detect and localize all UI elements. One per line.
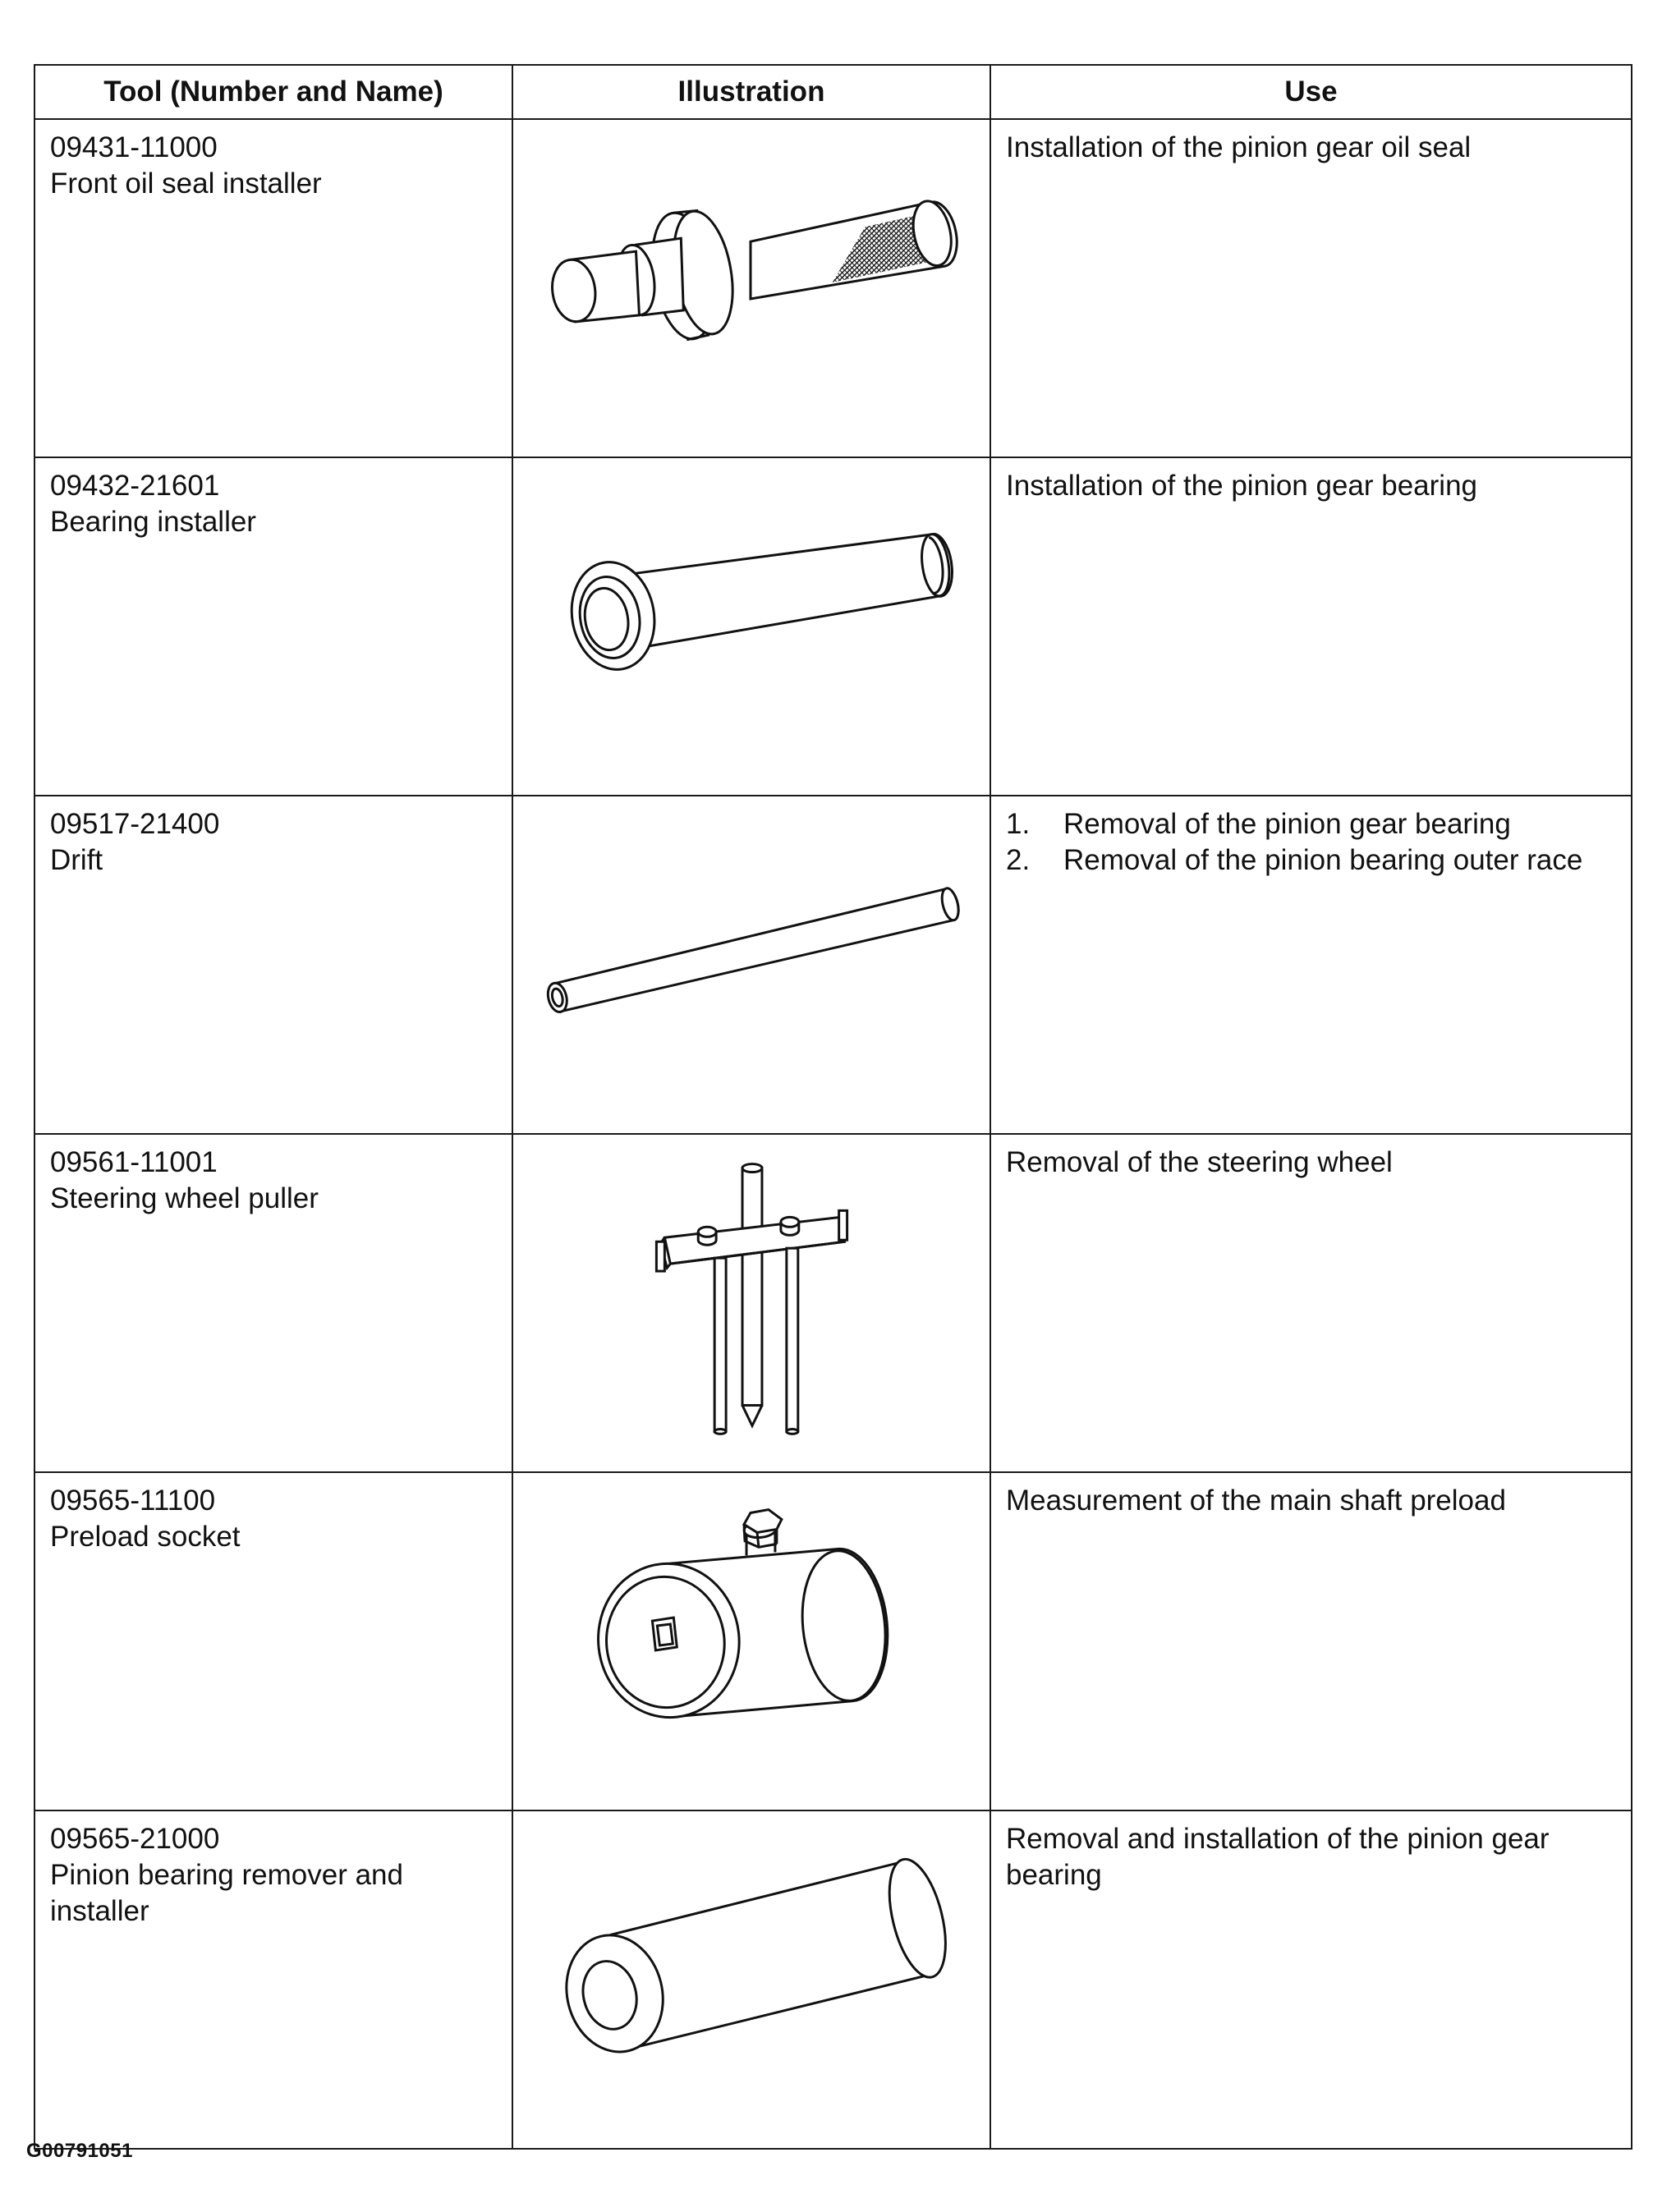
front-oil-seal-installer-icon	[513, 120, 990, 447]
tool-number: 09517-21400	[50, 808, 220, 840]
list-item	[1006, 842, 1616, 879]
header-illustration: Illustration	[512, 65, 990, 119]
illustration-cell	[512, 1810, 990, 2149]
preload-socket-icon	[513, 1473, 990, 1800]
use-list	[1006, 806, 1616, 879]
table-row	[34, 119, 1632, 457]
bearing-installer-icon	[513, 458, 990, 785]
list-item	[1006, 806, 1616, 842]
tool-number: 09561-11001	[50, 1146, 218, 1178]
tool-name: Front oil seal installer	[50, 168, 322, 200]
tool-cell	[34, 1134, 512, 1472]
header-row	[34, 65, 1632, 119]
list-number: 2.	[1006, 844, 1031, 876]
tool-cell	[34, 119, 512, 457]
table-row	[34, 796, 1632, 1134]
use-cell: Removal of the steering wheel	[990, 1134, 1632, 1472]
special-tools-table	[34, 64, 1632, 2150]
table-row	[34, 1810, 1632, 2149]
steering-wheel-puller-icon	[513, 1135, 990, 1462]
tool-number: 09432-21601	[50, 470, 220, 502]
list-text: Removal of the pinion gear bearing	[1063, 808, 1511, 840]
illustration-cell	[512, 796, 990, 1134]
pinion-bearing-remover-icon	[513, 1811, 990, 2138]
illustration-cell	[512, 457, 990, 796]
tool-name: Preload socket	[50, 1521, 241, 1553]
header-use: Use	[990, 65, 1632, 119]
table-row	[34, 1472, 1632, 1810]
tool-name: Pinion bearing remover and installer	[50, 1859, 403, 1927]
use-cell: Removal and installation of the pinion gear bearing	[990, 1810, 1632, 2149]
use-cell: Installation of the pinion gear oil seal	[990, 119, 1632, 457]
illustration-cell	[512, 1472, 990, 1810]
illustration-cell	[512, 1134, 990, 1472]
use-cell	[990, 796, 1632, 1134]
table-row	[34, 457, 1632, 796]
list-number: 1.	[1006, 808, 1031, 840]
tool-number: 09431-11000	[50, 131, 218, 163]
illustration-cell	[512, 119, 990, 457]
tool-cell	[34, 1472, 512, 1810]
use-cell: Measurement of the main shaft preload	[990, 1472, 1632, 1810]
tool-name: Steering wheel puller	[50, 1182, 319, 1214]
figure-code: G00791051	[26, 2140, 133, 2162]
tool-number: 09565-21000	[50, 1823, 220, 1855]
tool-cell	[34, 457, 512, 796]
tool-name: Bearing installer	[50, 506, 256, 538]
tool-cell	[34, 1810, 512, 2149]
use-cell: Installation of the pinion gear bearing	[990, 457, 1632, 796]
table-row	[34, 1134, 1632, 1472]
header-tool: Tool (Number and Name)	[34, 65, 512, 119]
list-text: Removal of the pinion bearing outer race	[1063, 844, 1583, 876]
tool-cell	[34, 796, 512, 1134]
tool-number: 09565-11100	[50, 1485, 216, 1517]
tool-name: Drift	[50, 844, 103, 876]
drift-icon	[513, 796, 990, 1123]
